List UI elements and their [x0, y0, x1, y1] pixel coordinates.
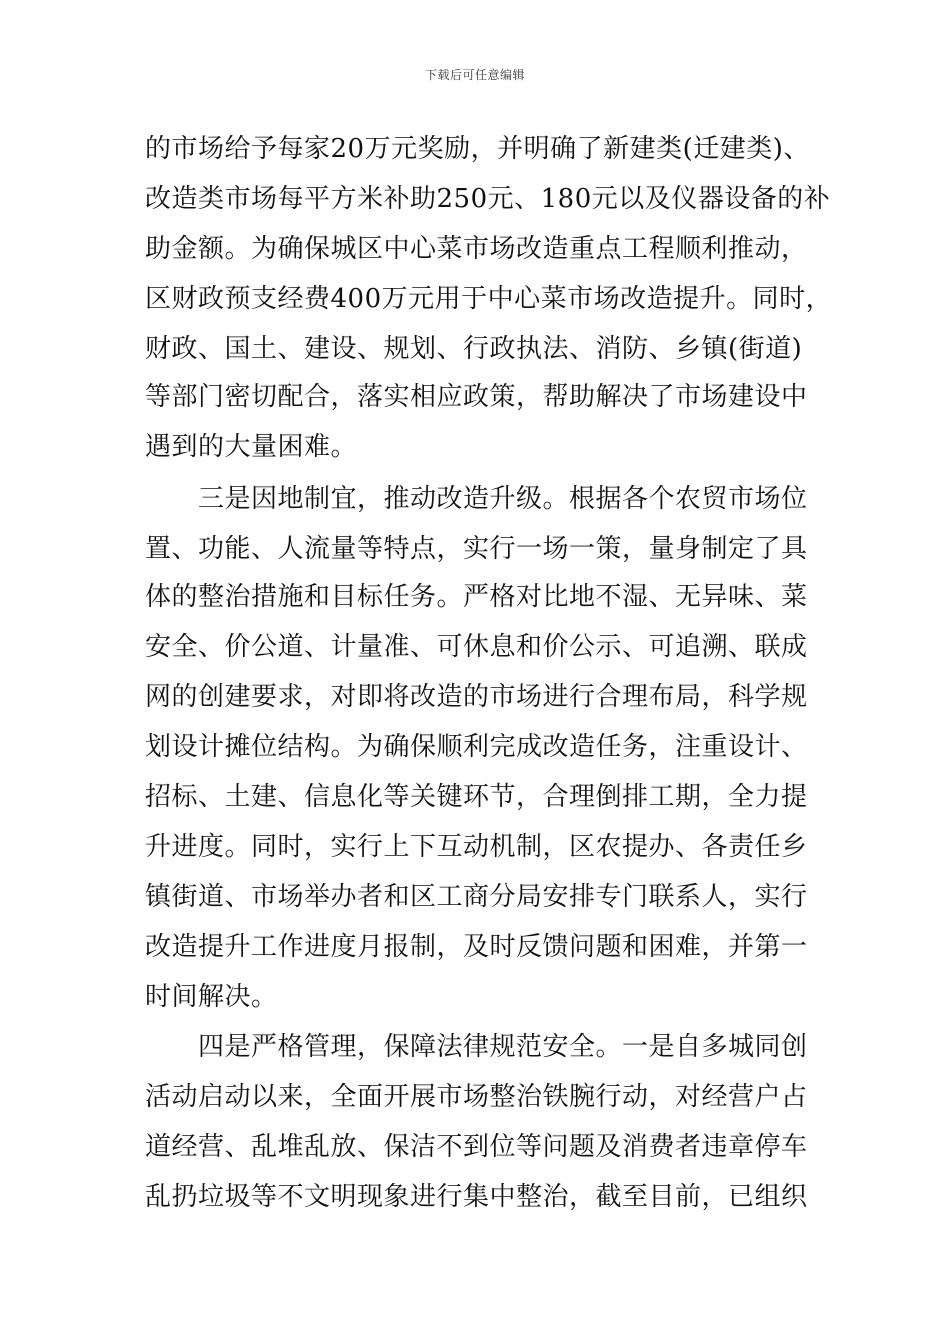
text-line: 助金额。为确保城区中心菜市场改造重点工程顺利推动， [145, 234, 808, 264]
text-line: 网的创建要求，对即将改造的市场进行合理布局，科学规 [145, 682, 808, 712]
text-line: 活动启动以来，全面开展市场整治铁腕行动，对经营户占 [145, 1082, 808, 1112]
text-line: 体的整治措施和目标任务。严格对比地不湿、无异味、菜 [145, 582, 808, 612]
text-line: 遇到的大量困难。 [145, 432, 358, 462]
page-header: 下载后可任意编辑 [424, 68, 525, 82]
text-line: 安全、价公道、计量准、可休息和价公示、可追溯、联成 [145, 632, 808, 662]
text-line: 时间解决。 [145, 982, 278, 1012]
text-line: 区财政预支经费400万元用于中心菜市场改造提升。同时， [145, 284, 833, 314]
text-line: 财政、国土、建设、规划、行政执法、消防、乡镇(街道) [145, 334, 803, 364]
text-line: 改造提升工作进度月报制，及时反馈问题和困难，并第一 [145, 932, 808, 962]
text-line: 等部门密切配合，落实相应政策，帮助解决了市场建设中 [145, 382, 808, 412]
text-line: 的市场给予每家20万元奖励，并明确了新建类(迁建类)、 [145, 134, 810, 164]
text-line: 招标、土建、信息化等关键环节，合理倒排工期，全力提 [145, 782, 808, 812]
text-line: 升进度。同时，实行上下互动机制，区农提办、各责任乡 [145, 832, 808, 862]
text-line: 四是严格管理，保障法律规范安全。一是自多城同创 [145, 1032, 808, 1062]
text-line: 镇街道、市场举办者和区工商分局安排专门联系人，实行 [145, 882, 808, 912]
text-line: 改造类市场每平方米补助250元、180元以及仪器设备的补 [145, 184, 831, 214]
text-line: 划设计摊位结构。为确保顺利完成改造任务，注重设计、 [145, 732, 808, 762]
text-line: 道经营、乱堆乱放、保洁不到位等问题及消费者违章停车 [145, 1132, 808, 1162]
text-line: 置、功能、人流量等特点，实行一场一策，量身制定了具 [145, 534, 808, 564]
text-line: 乱扔垃圾等不文明现象进行集中整治，截至目前，已组织 [145, 1182, 808, 1212]
text-line: 三是因地制宜，推动改造升级。根据各个农贸市场位 [145, 484, 808, 514]
